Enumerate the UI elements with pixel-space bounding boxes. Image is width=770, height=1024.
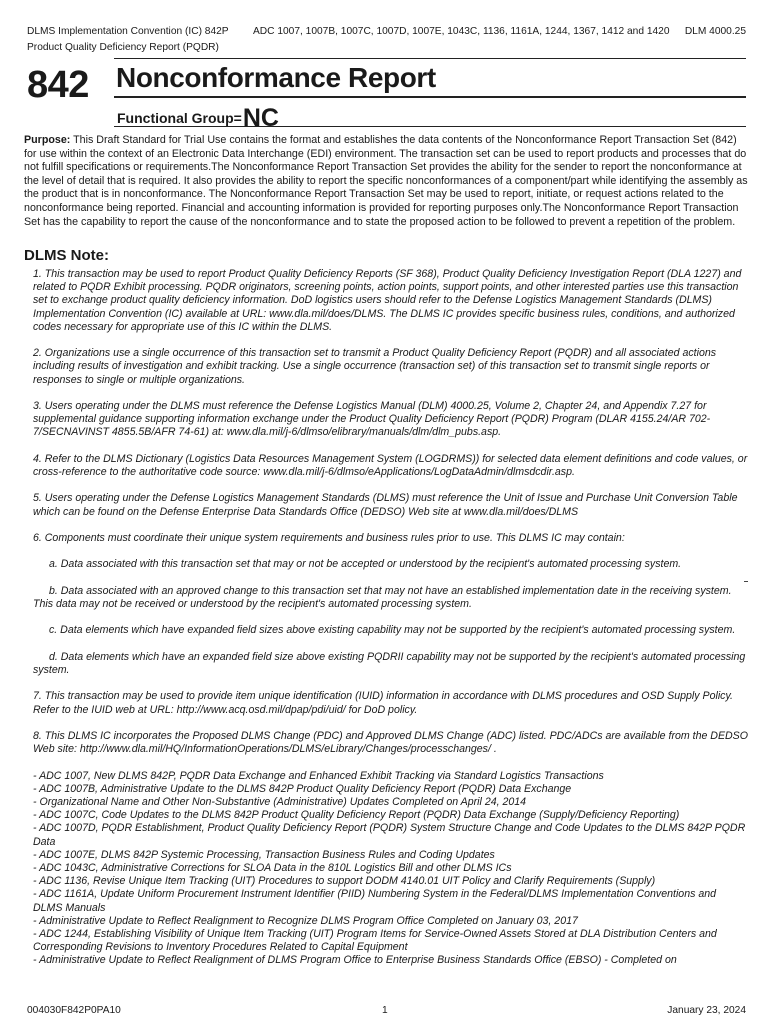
header-subtitle: Product Quality Deficiency Report (PQDR) xyxy=(27,42,219,53)
note-paragraph-6d: d. Data elements which have an expanded field size above existing PQDRII capability may not be supported by the recipient's automated processing system. xyxy=(33,650,746,676)
purpose-section xyxy=(24,134,748,229)
functional-group xyxy=(117,104,279,133)
page-title: Nonconformance Report xyxy=(116,62,436,93)
footer-page-number: 1 xyxy=(382,1005,388,1016)
page-footer xyxy=(27,1005,746,1016)
note-paragraph-6: 6. Components must coordinate their unique system requirements and business rules prior to use. This DLMS IC may contain: xyxy=(33,531,625,544)
functional-group-label: Functional Group= xyxy=(117,110,242,126)
dlms-note-body xyxy=(24,268,748,994)
dlms-note-heading: DLMS Note: xyxy=(24,247,109,264)
running-header xyxy=(27,26,746,37)
note-paragraph-3: 3. Users operating under the DLMS must reference the Defense Logistics Manual (DLM) 4000.25, Volume 2, Chapter 24, and Appendix 7.27 for supplemental guidance supporting information exchange under the Product Quality Deficiency Report (PQDR) Program (DLAR 4155.24/AR 702-7/SECNAVINST 4855.5B/AFR 74-61) at: www.dla.mil/j-6/dlmso/elibrary/manuals/dlm/dlm_pubs.asp. xyxy=(33,400,711,439)
adc-list-item: - Administrative Update to Reflect Realignment of DLMS Program Office to Enterprise Business Standards Office (EBSO) - Completed on xyxy=(33,954,677,967)
note-paragraph-6c: c. Data elements which have expanded field sizes above existing capability may not be supported by the recipient's automated processing system. xyxy=(49,624,736,637)
header-convention: DLMS Implementation Convention (IC) 842P xyxy=(27,26,229,37)
adc-list-item: - ADC 1244, Establishing Visibility of Unique Item Tracking (UIT) Program Items for Service-Owned Assets Stored at DLA Distribution Centers and Corresponding Revisions to Inventory Procedures Related to Capital Equipment xyxy=(33,927,717,954)
margin-tick xyxy=(744,581,748,582)
header-dlm: DLM 4000.25 xyxy=(684,26,746,37)
adc-list-item: - ADC 1007D, PQDR Establishment, Product Quality Deficiency Report (PQDR) System Structure Change and Code Updates to the DLMS 842P PQDR Data xyxy=(33,822,746,848)
note-paragraph-1: 1. This transaction may be used to report Product Quality Deficiency Reports (SF 368), Product Quality Deficiency Investigation Report (DLA 1227) and related to PQDR Exhibit processing. PQDR originators, screening points, action points, support points, and other interested parties use this transaction set to exchange product quality deficiency information. DoD logistics users should refer to the Defense Logistics Management Standards (DLMS) Implementation Convention (IC) available at URL: www.dla.mil/does/DLMS. The DLMS IC provides specific business rules, conditions, and authorized codes necessary for appropriate use of this IC within the DLMS. xyxy=(33,268,742,333)
note-paragraph-6b: b. Data associated with an approved change to this transaction set that may not have an established implementation date in the receiving system. This data may not be received or understood by the recipient's automated processing system. xyxy=(33,584,732,610)
adc-list-item: - ADC 1043C, Administrative Corrections for SLOA Data in the 810L Logistics Bill and other DLMS ICs xyxy=(33,861,512,874)
note-paragraph-5: 5. Users operating under the Defense Logistics Management Standards (DLMS) must reference the Unit of Issue and Purchase Unit Conversion Table which can be found on the Defense Enterprise Data Standards Office (DEDSO) Web site at www.dla.mil/does/DLMS xyxy=(33,492,738,518)
note-paragraph-2: 2. Organizations use a single occurrence of this transaction set to transmit a Product Quality Deficiency Report (PQDR) and all associated actions including results of investigation and exhibit tracking. Use a single occurrence (transaction set) of this transaction set to transmit single reports or responses to single or multiple organizations. xyxy=(33,347,717,386)
adc-list-item: - ADC 1007B, Administrative Update to the DLMS 842P Product Quality Deficiency Report (PQDR) Data Exchange xyxy=(33,782,572,795)
functional-group-value: NC xyxy=(242,104,279,132)
note-paragraph-8: 8. This DLMS IC incorporates the Proposed DLMS Change (PDC) and Approved DLMS Change (ADC) listed. PDC/ADCs are available from the DEDSO Web site: http://www.dla.mil/HQ/InformationOperations/DLMS/eLibrary/Changes/processchanges/ . xyxy=(33,729,748,756)
transaction-set-number: 842 xyxy=(27,64,89,106)
functional-group-rule xyxy=(114,126,746,127)
note-paragraph-4: 4. Refer to the DLMS Dictionary (Logistics Data Resources Management System (LOGDRMS)) for selected data element definitions and code values, or cross-reference to the authoritative code source: www.dla.mil/j-6/dlmso/eApplications/LogDataAdmin/dlmsdcdir.asp. xyxy=(33,452,748,478)
adc-list-item: - Administrative Update to Reflect Realignment to Recognize DLMS Program Office Completed on January 03, 2017 xyxy=(33,914,578,927)
note-paragraph-6a: a. Data associated with this transaction set that may or not be accepted or understood by the recipient's automated processing system. xyxy=(49,558,682,571)
adc-list-item: - Organizational Name and Other Non-Substantive (Administrative) Updates Completed on April 24, 2014 xyxy=(33,795,527,808)
purpose-label: Purpose: xyxy=(24,134,71,146)
header-rule xyxy=(114,58,746,59)
adc-list-item: - ADC 1007, New DLMS 842P, PQDR Data Exchange and Enhanced Exhibit Tracking via Standard Logistics Transactions xyxy=(33,769,604,782)
adc-list-item: - ADC 1007E, DLMS 842P Systemic Processing, Transaction Business Rules and Coding Updates xyxy=(33,848,495,861)
footer-doc-id: 004030F842P0PA10 xyxy=(27,1005,121,1016)
purpose-text: This Draft Standard for Trial Use contains the format and establishes the data contents of the Nonconformance Report Transaction Set (842) for use within the context of an Electronic Data Interchange (EDI) environment. The transaction set can be used to report products and processes that do not fulfill specifications or requirements.The Nonconformance Report Transaction Set provides the ability for the sender to report the nonconformance at the level of detail that is required. It also provides the ability to report the specific nonconformances of a component/part while identifying the assembly as the product that is in nonconformance. The Nonconformance Report Transaction Set may be used to report, initiate, or request actions related to the nonconformance being reported. Financial and accounting information is provided for reporting purposes only.The Nonconformance Report Transaction Set has the capability to report the cause of the nonconformance and to state the proposed action to be followed to prevent a repetition of the problem. xyxy=(24,134,748,228)
title-rule xyxy=(114,96,746,98)
footer-date: January 23, 2024 xyxy=(667,1005,746,1016)
note-paragraph-7: 7. This transaction may be used to provide item unique identification (IUID) information in accordance with DLMS procedures and OSD Supply Policy. Refer to the IUID web at URL: http://www.acq.osd.mil/dpap/pdi/uid/ for DoD policy. xyxy=(33,690,733,716)
adc-list-item: - ADC 1136, Revise Unique Item Tracking (UIT) Procedures to support DODM 4140.01 UIT Policy and Clarify Requirements (Supply) xyxy=(33,875,656,888)
header-adc-list: ADC 1007, 1007B, 1007C, 1007D, 1007E, 1043C, 1136, 1161A, 1244, 1367, 1412 and 1420 xyxy=(253,26,670,37)
adc-list xyxy=(33,770,748,968)
adc-list-item: - ADC 1161A, Update Uniform Procurement Instrument Identifier (PIID) Numbering System in the Federal/DLMS Implementation Conventions and DLMS Manuals xyxy=(33,888,717,914)
adc-list-item: - ADC 1007C, Code Updates to the DLMS 842P Product Quality Deficiency Report (PQDR) Data Exchange (Supply/Deficiency Reporting) xyxy=(33,809,680,822)
